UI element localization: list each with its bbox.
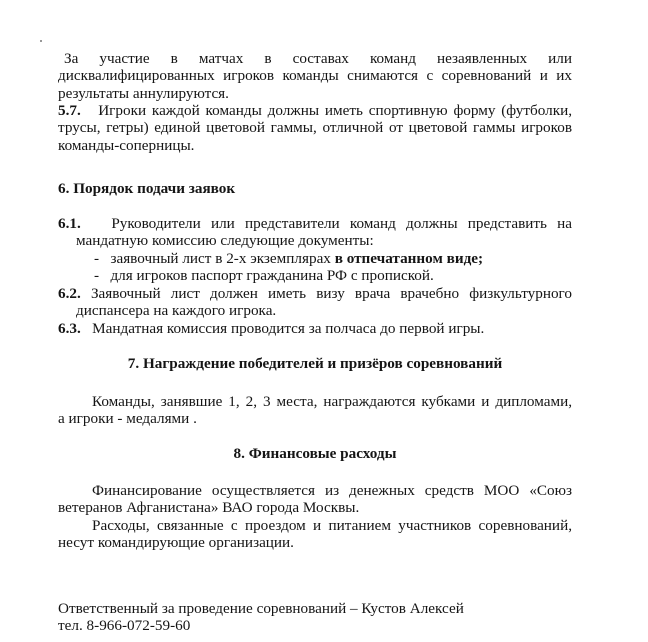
text-line: Мандатная комиссия проводится за полчаса до первой игры.: [92, 320, 485, 337]
phone-number: тел. 8-966-072-59-60: [58, 617, 191, 635]
clause-number: 6.1.: [58, 215, 81, 232]
text-line: Заявочный лист должен иметь визу врача врачебно физкультурного: [90, 285, 572, 302]
paragraph-participation: [58, 50, 572, 102]
section-7-heading: 7. Награждение победителей и призёров соревнований: [127, 355, 503, 372]
text-line: Руководители или представители команд должны представить на: [111, 215, 572, 232]
text-line: мандатную комиссию следующие документы:: [76, 232, 374, 250]
clause-number: 5.7.: [58, 102, 81, 119]
section-8-heading: 8. Финансовые расходы: [233, 445, 397, 462]
text-line: Расходы, связанные с проездом и питанием участников соревнований,: [92, 517, 572, 534]
paragraph-financing: [58, 482, 572, 517]
text-line: За участие в матчах в составах команд незаявленных или: [64, 50, 572, 67]
text-line: Игроки каждой команды должны иметь спортивную форму (футболки,: [98, 102, 573, 119]
clause-6-1: [58, 215, 572, 250]
text-line: Финансирование осуществляется из денежных средств МОО «Союз: [92, 482, 572, 499]
text-line: трусы, гетры) единой цветовой гаммы, отличной от цветовой гаммы игроков: [58, 119, 572, 137]
list-item-bold-text: в отпечатанном виде;: [334, 250, 484, 267]
text-line: диспансера на каждого игрока.: [76, 302, 277, 320]
scan-speck: [40, 40, 42, 42]
clause-6-3: [58, 320, 572, 337]
responsible-person: Ответственный за проведение соревнований – Кустов Алексей: [58, 600, 464, 617]
clause-number: 6.2.: [58, 285, 81, 302]
list-item: - заявочный лист в 2-х экземплярах в отпечатанном виде;: [94, 250, 484, 267]
clause-number: 6.3.: [58, 320, 81, 337]
list-item: - для игроков паспорт гражданина РФ с пропиской.: [94, 267, 434, 284]
paragraph-expenses: [58, 517, 572, 552]
paragraph-awards: [58, 393, 572, 428]
clause-5-7: [58, 102, 572, 154]
list-item-text: для игроков паспорт гражданина РФ с пропиской.: [110, 267, 434, 284]
section-6-heading: 6. Порядок подачи заявок: [58, 180, 236, 197]
footer-contact: [58, 600, 572, 635]
text-line: результаты аннулируются.: [58, 84, 229, 102]
text-line: команды-соперницы.: [58, 136, 195, 154]
list-item-text: заявочный лист в 2-х экземплярах: [110, 250, 335, 267]
text-line: несут командирующие организации.: [58, 534, 294, 552]
clause-6-2: [58, 285, 572, 320]
text-line: ветеранов Афганистана» ВАО города Москвы.: [58, 499, 360, 517]
text-line: а игроки - медалями .: [58, 410, 197, 428]
text-line: Команды, занявшие 1, 2, 3 места, награждаются кубками и дипломами,: [92, 393, 572, 410]
text-line: дисквалифицированных игроков команды снимаются с соревнований и их: [58, 67, 572, 85]
